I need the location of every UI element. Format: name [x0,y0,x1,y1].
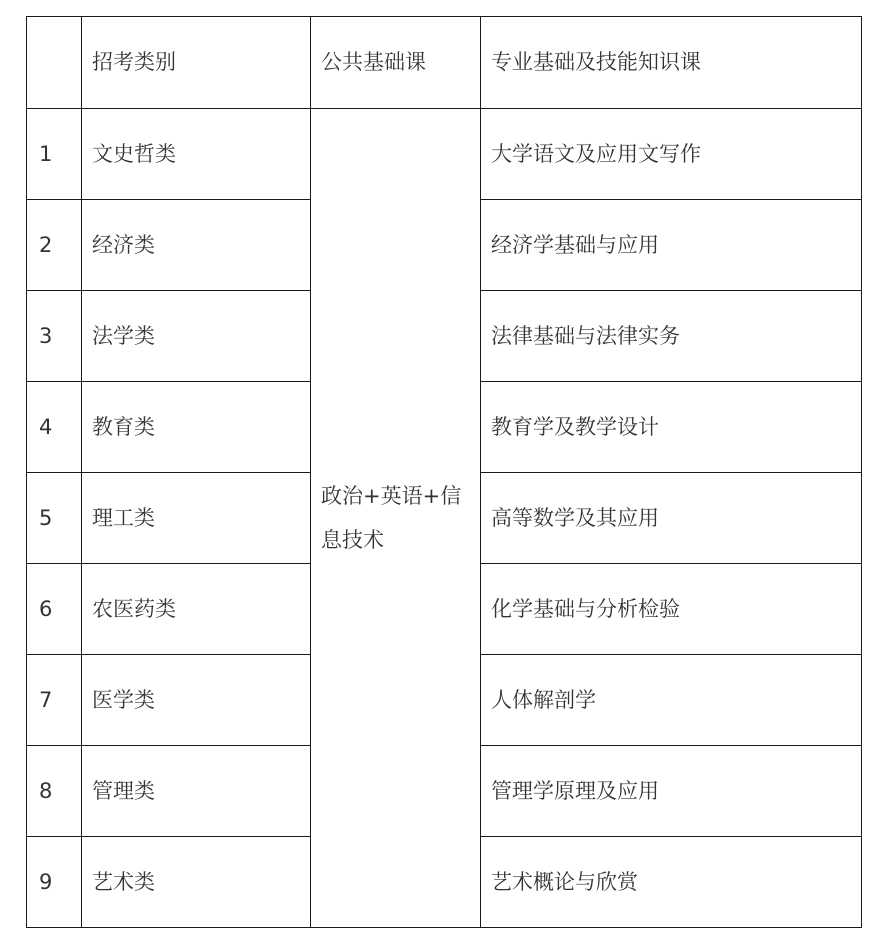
row-category-cell: 文史哲类 [82,109,311,200]
row-category-cell: 医学类 [82,655,311,746]
row-category-cell: 管理类 [82,746,311,837]
row-professional-course-cell: 教育学及教学设计 [481,382,862,473]
header-category-cell: 招考类别 [82,17,311,109]
row-index-cell: 8 [27,746,82,837]
row-index-cell: 2 [27,200,82,291]
row-index-cell: 7 [27,655,82,746]
row-category-cell: 艺术类 [82,837,311,928]
row-index-cell: 9 [27,837,82,928]
row-category-cell: 理工类 [82,473,311,564]
header-index-cell [27,17,82,109]
row-professional-course-cell: 化学基础与分析检验 [481,564,862,655]
row-index-cell: 6 [27,564,82,655]
row-index-cell: 3 [27,291,82,382]
row-category-cell: 农医药类 [82,564,311,655]
row-professional-course-cell: 人体解剖学 [481,655,862,746]
table-header-row [27,17,862,109]
row-index-cell: 1 [27,109,82,200]
row-professional-course-cell: 高等数学及其应用 [481,473,862,564]
exam-category-table [26,16,862,928]
row-index-cell: 4 [27,382,82,473]
row-category-cell: 教育类 [82,382,311,473]
row-professional-course-cell: 管理学原理及应用 [481,746,862,837]
row-category-cell: 经济类 [82,200,311,291]
header-public-course-cell: 公共基础课 [311,17,481,109]
row-professional-course-cell: 法律基础与法律实务 [481,291,862,382]
row-category-cell: 法学类 [82,291,311,382]
table-row [27,109,862,200]
row-professional-course-cell: 经济学基础与应用 [481,200,862,291]
row-professional-course-cell: 艺术概论与欣赏 [481,837,862,928]
row-index-cell: 5 [27,473,82,564]
header-professional-course-cell: 专业基础及技能知识课 [481,17,862,109]
shared-public-course-cell: 政治+英语+信息技术 [311,109,481,928]
row-professional-course-cell: 大学语文及应用文写作 [481,109,862,200]
